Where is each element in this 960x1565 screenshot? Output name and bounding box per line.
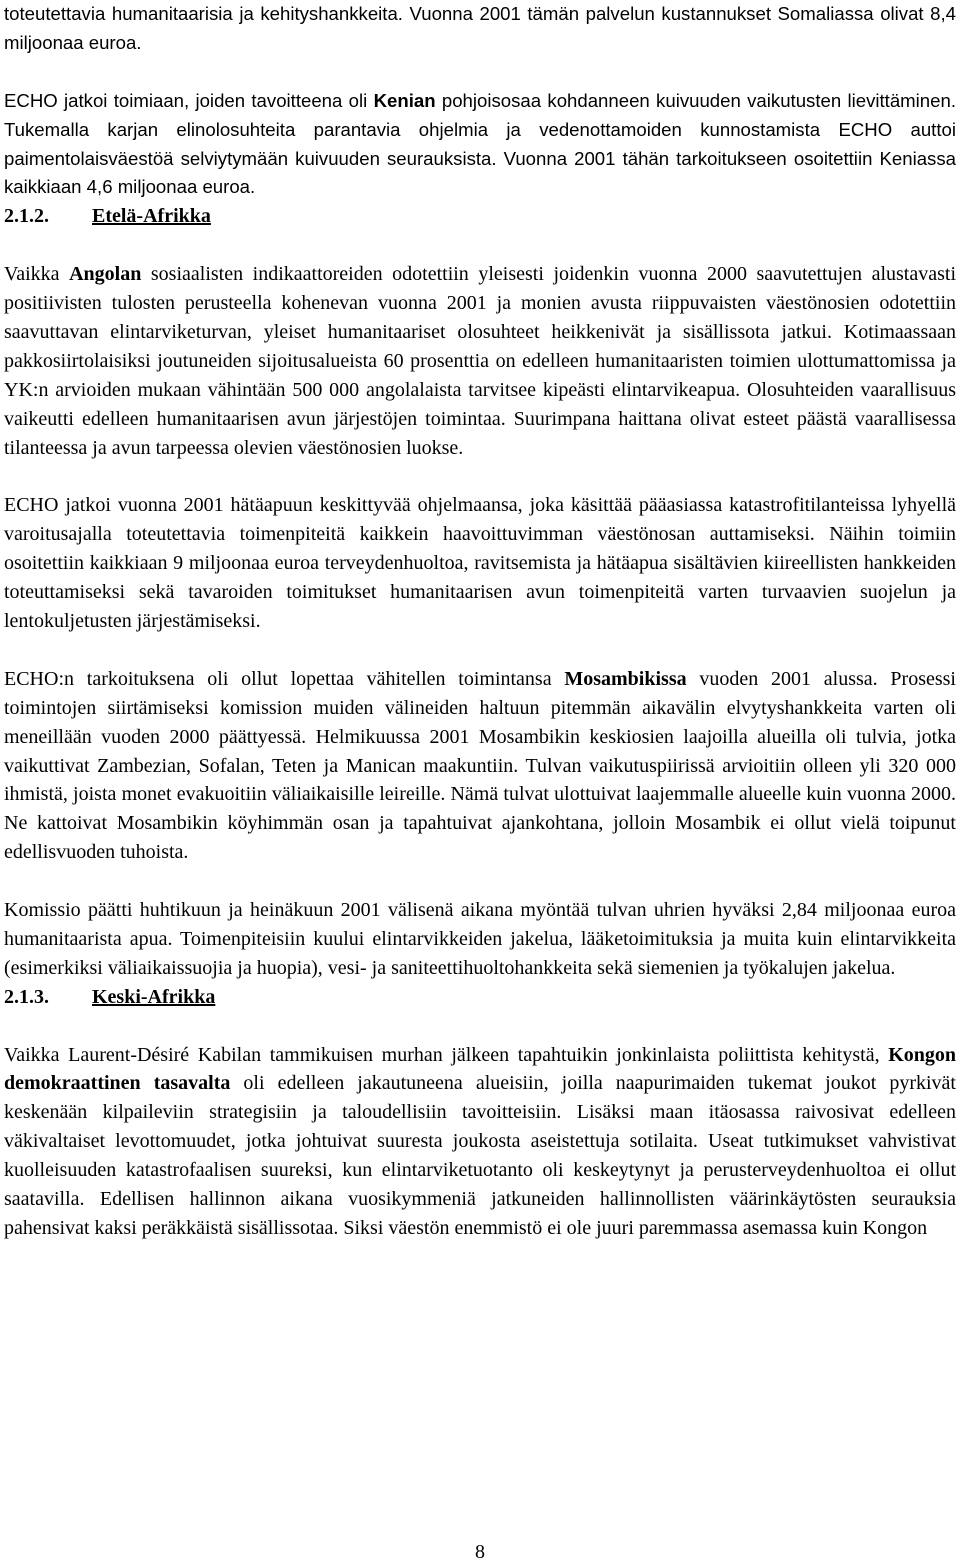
section-number: 2.1.2.	[4, 205, 49, 228]
section-heading-2-1-2	[4, 202, 956, 231]
paragraph-somalia-end	[4, 0, 956, 58]
text-run: ECHO:n tarkoituksena oli ollut lopettaa vähitellen toimintansa	[4, 667, 565, 690]
section-heading-2-1-3	[4, 983, 956, 1012]
text-run: Vaikka Laurent-Désiré Kabilan tammikuisen murhan jälkeen tapahtuikin jonkinlaista poliittista kehitystä,	[4, 1043, 889, 1066]
country-name-bold: Angolan	[69, 263, 142, 286]
text-run: vuoden 2001 alussa. Prosessi toimintojen siirtämiseksi komission muiden välineiden haltuun pitemmän aikavälin elvytyshankkeita varten oli meneillään vuoden 2000 päättyessä. Helmikuussa 2001 Mosambikin keskiosien laajoilla alueilla oli tulvia, jotka vaikuttivat Zambezian, Sofalan, Teten ja Manican maakuntiin. Tulvan vaikutuspiirissä arvioitiin olleen yli 320 000 ihmistä, joista monet evakuoitiin väliaikaisille leireille. Nämä tulvat ulottuivat laajemmalle alueelle kuin vuonna 2000. Ne kattoivat Mosambikin köyhimmän osan ja tapahtuivat ajankohtana, jolloin Mosambik ei ollut vielä toipunut edellisvuoden tuhoista.	[4, 667, 956, 864]
text-run: oli edelleen jakautuneena alueisiin, joilla naapurimaiden tukemat joukot pyrkivät keskenään kilpaileviin strategisiin ja taloudellisiin tavoitteisiin. Lisäksi maan itäosassa raivosivat edelleen väkivaltaiset levottomuudet, jotka johtuivat suuresta joukosta aseistettuja sotilaita. Useat tutkimukset vahvistivat kuolleisuuden katastrofaalisen suureksi, kun elintarviketuotanto oli keskeytynyt ja perusterveydenhuoltoa ei ollut saatavilla. Edellisen hallinnon aikana vuosikymmeniä jatkuneiden hallinnollisten väärinkäytösten seurauksia pahensivat kaksi peräkkäistä sisällissotaa. Siksi väestön enemmistö ei ole juuri paremmassa asemassa kuin Kongon	[4, 1072, 956, 1239]
section-number: 2.1.3.	[4, 985, 49, 1008]
paragraph-kongo	[4, 1041, 956, 1243]
text-run: toteutettavia humanitaarisia ja kehityshankkeita. Vuonna 2001 tämän palvelun kustannukset Somaliassa olivat 8,4 miljoonaa euroa.	[4, 3, 956, 53]
text-run: Komissio päätti huhtikuun ja heinäkuun 2001 välisenä aikana myöntää tulvan uhrien hyväksi 2,84 miljoonaa euroa humanitaarista apua. Toimenpiteisiin kuului elintarvikkeiden jakelua, lääketoimituksia ja muita kuin elintarvikkeita (esimerkiksi väliaikaissuojia ja huopia), vesi- ja saniteettihuoltohankkeita sekä siemenien ja työkalujen jakelua.	[4, 899, 956, 979]
paragraph-echo-angola-program	[4, 491, 956, 636]
paragraph-kenia	[4, 87, 956, 203]
page-number: 8	[475, 1541, 485, 1563]
country-name-bold: Mosambikissa	[564, 667, 687, 690]
paragraph-komissio-tulva-apu	[4, 896, 956, 983]
country-name-bold: Kongon demokraattinen tasavalta	[4, 1043, 956, 1095]
paragraph-mosambik	[4, 665, 956, 867]
country-name-bold: Kenian	[373, 89, 436, 111]
section-title: Etelä-Afrikka	[92, 205, 211, 228]
text-run: ECHO jatkoi toimiaan, joiden tavoitteena oli	[4, 89, 374, 111]
section-title: Keski-Afrikka	[92, 985, 216, 1008]
paragraph-angola	[4, 260, 956, 462]
text-run: Vaikka	[4, 263, 70, 286]
document-page	[4, 0, 956, 1243]
text-run: pohjoisosaa kohdanneen kuivuuden vaikutusten lievittäminen. Tukemalla karjan elinolosuhteita parantavia ohjelmia ja vedenottamoiden kunnostamista ECHO auttoi paimentolaisväestöä selviytymään kuivuuden seurauksista. Vuonna 2001 tähän tarkoitukseen osoitettiin Keniassa kaikkiaan 4,6 miljoonaa euroa.	[4, 89, 956, 198]
text-run: sosiaalisten indikaattoreiden odotettiin yleisesti joidenkin vuonna 2000 saavutettujen alustavasti positiivisten tulosten perusteella kohenevan vuonna 2001 ja monien avusta riippuvaisten väestönosien odotettiin saavuttavan elintarviketurvan, yleiset humanitaariset olosuhteet heikkenivät ja sisällissota jatkui. Kotimaassaan pakkosiirtolaisiksi joutuneiden sijoitusalueista 60 prosenttia on edelleen humanitaaristen toimien ulottumattomissa ja YK:n arvioiden mukaan vähintään 500 000 angolalaista tarvitsee kipeästi elintarvikeapua. Olosuhteiden vaarallisuus vaikeutti edelleen humanitaarisen avun järjestöjen toimintaa. Suurimpana haittana olivat esteet päästä vaarallisessa tilanteessa ja avun tarpeessa olevien väestönosien luokse.	[4, 263, 956, 459]
text-run: ECHO jatkoi vuonna 2001 hätäapuun keskittyvää ohjelmaansa, joka käsittää pääasiassa katastrofitilanteissa lyhyellä varoitusajalla toteutettavia toimenpiteitä kaikkein haavoittuvimman väestönosan auttamiseksi. Näihin toimiin osoitettiin kaikkiaan 9 miljoonaa euroa terveydenhuoltoa, ravitsemista ja hätäapua sisältävien kiireellisten hankkeiden toteuttamiseksi sekä tavaroiden toimitukset humanitaarisen avun toimenpiteitä varten turvaavien suojelun ja lentokuljetusten järjestämiseksi.	[4, 494, 956, 632]
